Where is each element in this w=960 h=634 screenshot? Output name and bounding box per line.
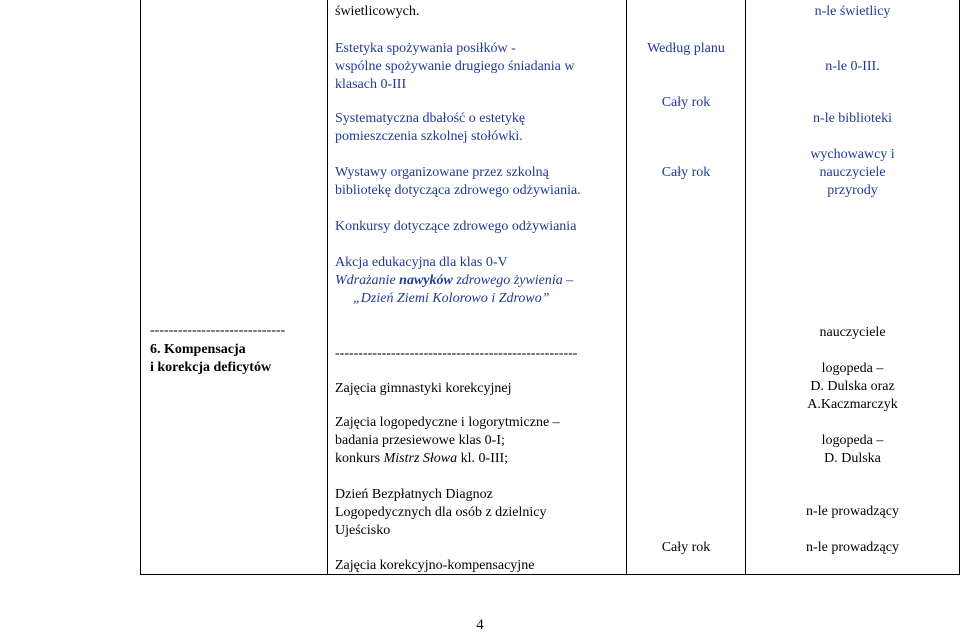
plan-label: Według planu [647,41,725,56]
text-top-line: świetlicowych. [335,4,420,19]
resp-0-3: n-le 0-III. [825,59,880,74]
item-wystawy-line1: Wystawy organizowane przez szkolną [335,165,549,180]
section-dashes: ----------------------------- [150,323,286,338]
section-title-line1: Kompensacja [164,342,246,357]
item-gimnastyka: Zajęcia gimnastyki korekcyjnej [335,381,512,396]
resp-swietlica: n-le świetlicy [814,4,891,19]
section-title-line2: i korekcja deficytów [150,360,272,375]
item-logopedia-line2: badania przesiewowe klas 0-I; [335,433,505,448]
section-number: 6. [150,342,161,357]
item-diagnozy-line3: Ujeścisko [335,523,391,538]
term-all-year-2: Cały rok [661,165,711,180]
item-estetyka-line1: Estetyka spożywania posiłków - [335,41,516,56]
table-border-col1 [327,0,328,574]
item-wystawy-line2: bibliotekę dotycząca zdrowego odżywiania. [335,183,581,198]
resp-przyrody: przyrody [827,183,878,198]
item-logopedia-line1: Zajęcia logopedyczne i logorytmiczne – [335,415,560,430]
table-border-col2 [626,0,627,574]
item-diagnozy-line1: Dzień Bezpłatnych Diagnoz [335,487,493,502]
term-all-year-3: Cały rok [661,540,711,555]
term-all-year-1: Cały rok [661,95,711,110]
section-title [150,341,246,359]
item-logopedia-line3: konkurs Mistrz Słowa kl. 0-III; [335,451,509,466]
item-estetyka-line3: klasach 0-III [335,77,407,92]
table-border-bottom [140,574,960,575]
item-akcja-line2: Wdrażanie nawyków zdrowego żywienia – [335,273,574,288]
resp-logopeda-1: logopeda – [821,361,884,376]
resp-nauczyciele-2: nauczyciele [819,325,886,340]
item-akcja-line1: Akcja edukacyjna dla klas 0-V [335,255,508,270]
item-konkursy: Konkursy dotyczące zdrowego odżywiania [335,219,577,234]
col2-dashes: ---------------------------------------------------- [335,346,578,361]
resp-kaczmarczyk: A.Kaczmarczyk [807,397,898,412]
table-border-col3 [745,0,746,574]
resp-logopeda-2: logopeda – [821,433,884,448]
resp-dulska: D. Dulska [824,451,881,466]
table-border-left [140,0,141,574]
page-number: 4 [476,617,484,633]
resp-dulska-oraz: D. Dulska oraz [810,379,895,394]
resp-prowadzacy-1: n-le prowadzący [806,504,899,519]
item-diagnozy-line2: Logopedycznych dla osób z dzielnicy [335,505,547,520]
item-akcja-line3: „Dzień Ziemi Kolorowo i Zdrowo” [353,291,550,306]
item-korekcyjno: Zajęcia korekcyjno-kompensacyjne [335,558,535,573]
item-dbalosc-line2: pomieszczenia szkolnej stołówki. [335,129,523,144]
resp-prowadzacy-2: n-le prowadzący [806,540,899,555]
resp-nauczyciele: nauczyciele [819,165,886,180]
item-dbalosc-line1: Systematyczna dbałość o estetykę [335,111,526,126]
resp-biblioteka: n-le biblioteki [813,111,892,126]
item-estetyka-line2: wspólne spożywanie drugiego śniadania w [335,59,575,74]
resp-wychowawcy: wychowawcy i [810,147,895,162]
